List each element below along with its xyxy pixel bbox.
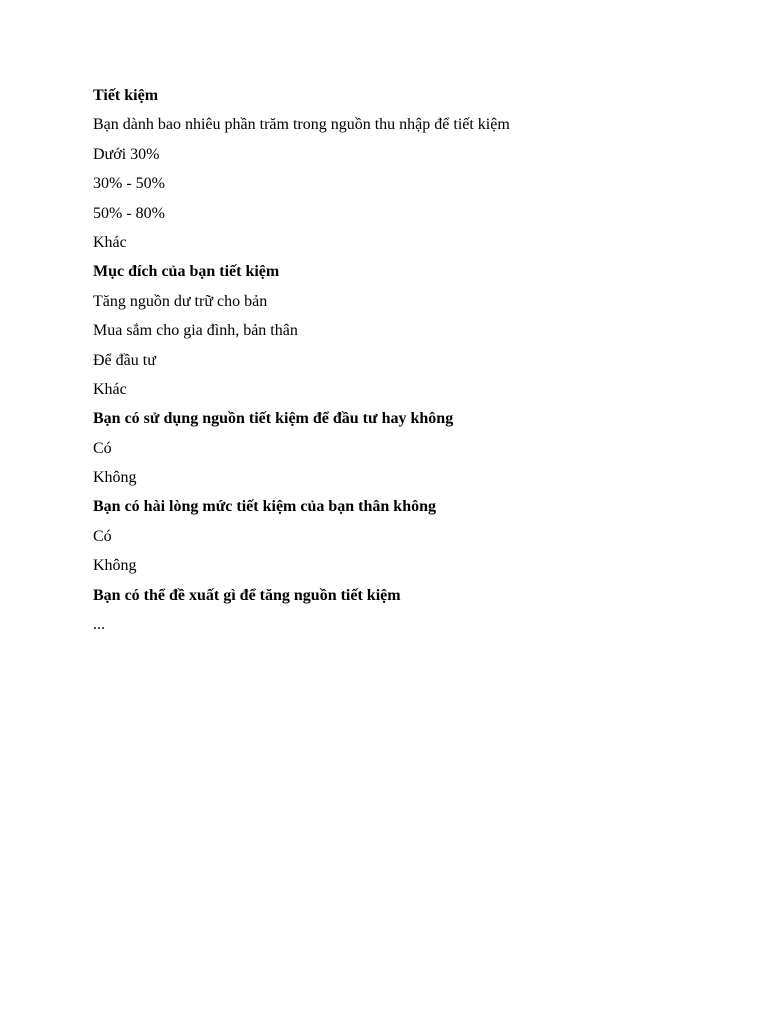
option-50-80: 50% - 80%: [93, 204, 165, 222]
option-invest: Để đầu tư: [93, 351, 156, 369]
option-increase-reserve: Tăng nguồn dư trữ cho bản: [93, 292, 268, 310]
section-heading-use-for-investment: Bạn có sử dụng nguồn tiết kiệm để đầu tư hay không: [93, 410, 454, 428]
option-under-30: Dưới 30%: [93, 145, 160, 163]
section-heading-suggestions: Bạn có thể đề xuất gì để tăng nguồn tiết kiệm: [93, 586, 401, 604]
ellipsis-placeholder: ...: [93, 616, 105, 634]
document-page: [93, 86, 713, 644]
option-no: Không: [93, 557, 137, 575]
question-savings-percentage: Bạn dành bao nhiêu phần trăm trong nguồn thu nhập để tiết kiệm: [93, 116, 510, 134]
option-shopping: Mua sắm cho gia đình, bản thân: [93, 322, 298, 340]
option-yes: Có: [93, 439, 112, 457]
option-yes: Có: [93, 527, 112, 545]
option-other: Khác: [93, 233, 127, 251]
section-heading-purpose: Mục đích của bạn tiết kiệm: [93, 263, 280, 281]
section-heading-savings: Tiết kiệm: [93, 87, 159, 104]
section-heading-satisfaction: Bạn có hài lòng mức tiết kiệm của bạn thân không: [93, 498, 436, 516]
option-30-50: 30% - 50%: [93, 175, 165, 193]
option-no: Không: [93, 469, 137, 487]
option-other: Khác: [93, 380, 127, 398]
